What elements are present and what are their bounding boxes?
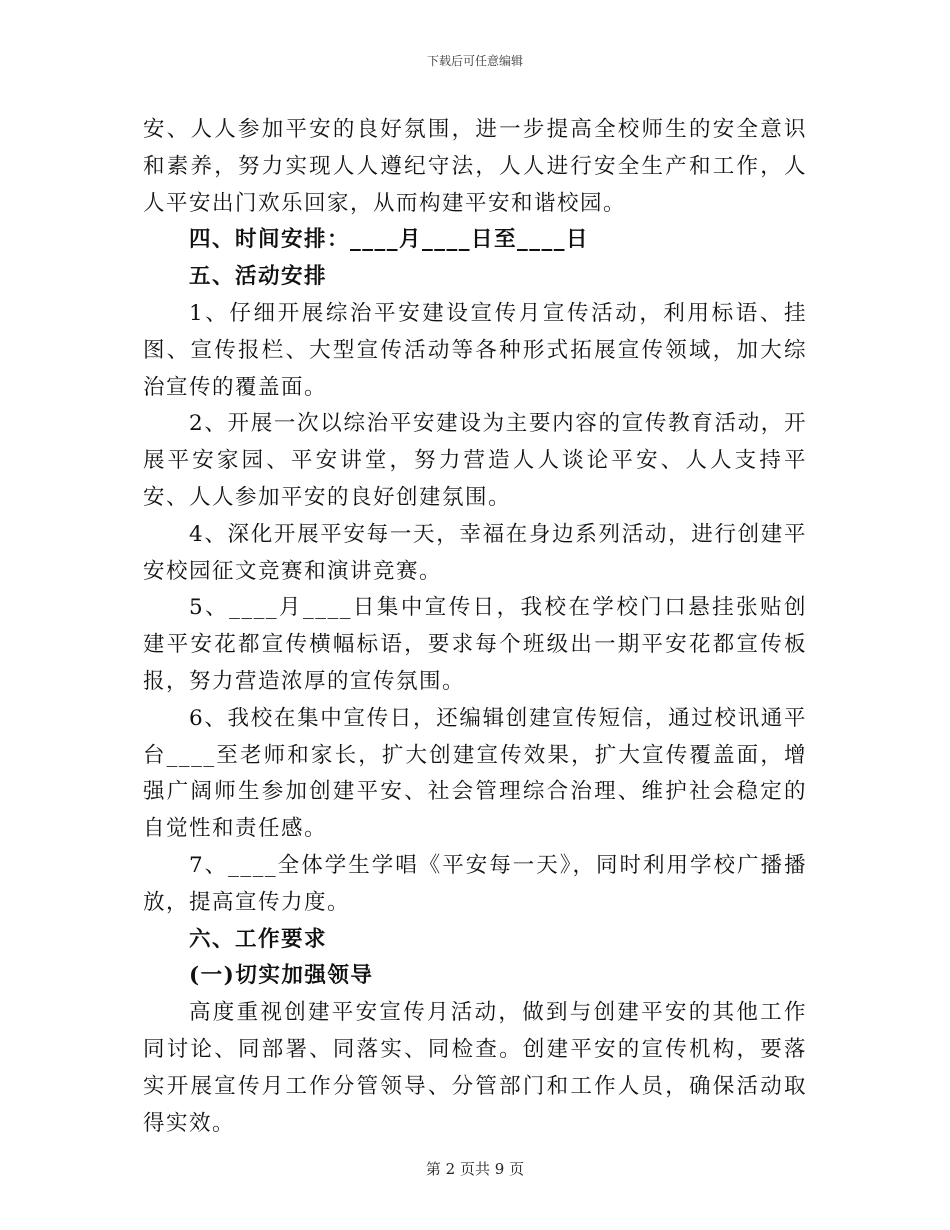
subheading-leadership: (一)切实加强领导 — [189, 963, 374, 989]
paragraph-leadership: 高度重视创建平安宣传月活动，做到与创建平安的其他工作同讨论、同部署、同落实、同检查。创建平安的宣传机构，要落实开展宣传月工作分管领导、分管部门和工作人员，确保活动取得实效。 — [143, 1000, 807, 1136]
paragraph-item-1: 1、仔细开展综治平安建设宣传月宣传活动，利用标语、挂图、宣传报栏、大型宣传活动等各种形式拓展宣传领域，加大综治宣传的覆盖面。 — [143, 300, 807, 400]
heading-requirements: 六、工作要求 — [189, 926, 328, 952]
heading-activities: 五、活动安排 — [189, 264, 328, 290]
page-header: 下载后可任意编辑 — [426, 54, 523, 68]
paragraph-item-6: 6、我校在集中宣传日，还编辑创建宣传短信，通过校讯通平台____至老师和家长，扩大创建宣传效果，扩大宣传覆盖面，增强广阔师生参加创建平安、社会管理综合治理、维护社会稳定的自觉性和责任感。 — [143, 705, 807, 842]
document-body — [143, 112, 807, 1142]
page-footer: 第 2 页共 9 页 — [425, 1160, 525, 1178]
paragraph-continuation: 安、人人参加平安的良好氛围，进一步提高全校师生的安全意识和素养，努力实现人人遵纪守法，人人进行安全生产和工作，人人平安出门欢乐回家，从而构建平安和谐校园。 — [143, 117, 807, 216]
paragraph-item-4: 4、深化开展平安每一天，幸福在身边系列活动，进行创建平安校园征文竞赛和演讲竞赛。 — [143, 521, 807, 584]
paragraph-item-2: 2、开展一次以综治平安建设为主要内容的宣传教育活动，开展平安家园、平安讲堂，努力营造人人谈论平安、人人支持平安、人人参加平安的良好创建氛围。 — [143, 411, 807, 510]
paragraph-item-5: 5、____月____日集中宣传日，我校在学校门口悬挂张贴创建平安花都宣传横幅标语，要求每个班级出一期平安花都宣传板报，努力营造浓厚的宣传氛围。 — [143, 595, 807, 694]
heading-schedule: 四、时间安排：____月____日至____日 — [189, 227, 590, 253]
paragraph-item-7: 7、____全体学生学唱《平安每一天》，同时利用学校广播播放，提高宣传力度。 — [143, 852, 807, 915]
